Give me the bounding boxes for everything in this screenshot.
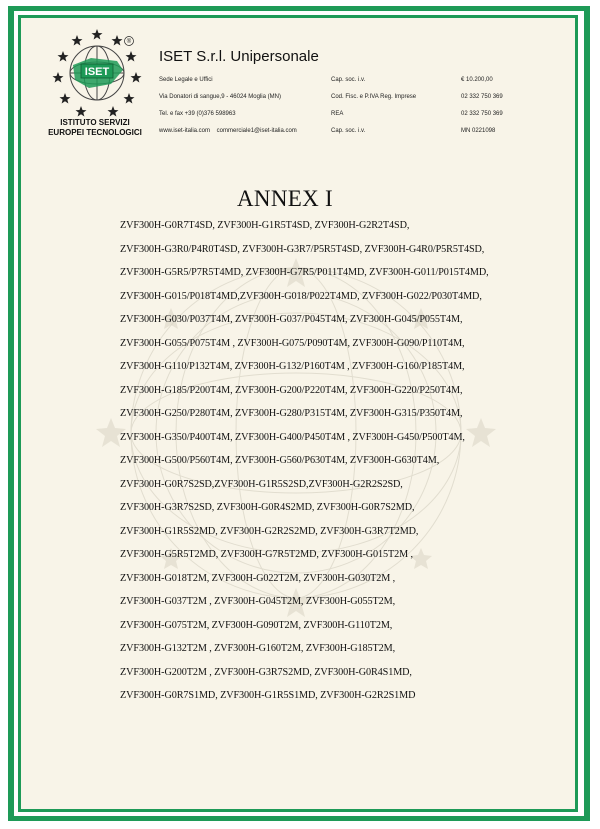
logo-caption bbox=[37, 118, 153, 137]
company-name: ISET S.r.l. Unipersonale bbox=[159, 48, 319, 65]
logo-caption-line: ISTITUTO SERVIZI bbox=[60, 118, 130, 127]
letterhead-phone: Tel. e fax +39 (0)376 598963 bbox=[159, 111, 236, 117]
letterhead-value-mn: MN 0221098 bbox=[461, 128, 496, 134]
model-line: ZVF300H-G055/P075T4M , ZVF300H-G075/P090T4M, ZVF300H-G090/P110T4M, bbox=[120, 337, 465, 349]
model-line: ZVF300H-G030/P037T4M, ZVF300H-G037/P045T4M, ZVF300H-G045/P055T4M, bbox=[120, 314, 463, 325]
letterhead-address: Via Donatori di sangue,9 - 46024 Moglia (MN) bbox=[159, 94, 281, 100]
model-line: ZVF300H-G350/P400T4M, ZVF300H-G400/P450T4M , ZVF300H-G450/P500T4M, bbox=[120, 431, 465, 443]
iset-logo bbox=[37, 26, 153, 150]
letterhead-value-rea: 02 332 750 369 bbox=[461, 111, 503, 117]
logo-caption-line: EUROPEI TECNOLOGICI bbox=[48, 127, 142, 137]
letterhead-label-capital: Cap. soc. i.v. bbox=[331, 77, 366, 83]
logo-wordmark: ISET bbox=[84, 66, 110, 78]
model-line: ZVF300H-G018T2M, ZVF300H-G022T2M, ZVF300H-G030T2M , bbox=[120, 572, 396, 584]
model-line: ZVF300H-G0R7T4SD, ZVF300H-G1R5T4SD, ZVF300H-G2R2T4SD, bbox=[120, 220, 410, 231]
model-line: ZVF300H-G500/P560T4M, ZVF300H-G560/P630T4M, ZVF300H-G630T4M, bbox=[120, 455, 440, 466]
model-line: ZVF300H-G5R5/P7R5T4MD, ZVF300H-G7R5/P011T4MD, ZVF300H-G011/P015T4MD, bbox=[120, 267, 489, 278]
letterhead-web-email: www.iset-italia.com commerciale1@iset-italia.com bbox=[159, 128, 297, 134]
model-line: ZVF300H-G3R7S2SD, ZVF300H-G0R4S2MD, ZVF300H-G0R7S2MD, bbox=[120, 502, 415, 513]
model-line: ZVF300H-G132T2M , ZVF300H-G160T2M, ZVF300H-G185T2M, bbox=[120, 643, 396, 654]
globe-stars-logo-icon bbox=[51, 26, 143, 118]
model-line: ZVF300H-G3R0/P4R0T4SD, ZVF300H-G3R7/P5R5T4SD, ZVF300H-G4R0/P5R5T4SD, bbox=[120, 243, 485, 255]
document-title-text: ANNEX I bbox=[237, 186, 333, 211]
letterhead-label-tax-code: Cod. Fisc. e P.IVA Reg. Imprese bbox=[331, 94, 417, 100]
letterhead-value-capital: € 10.200,00 bbox=[461, 77, 493, 83]
letterhead-label-rea: REA bbox=[331, 111, 344, 117]
letterhead-value-tax-code: 02 332 750 369 bbox=[461, 94, 503, 100]
model-line: ZVF300H-G0R7S1MD, ZVF300H-G1R5S1MD, ZVF300H-G2R2S1MD bbox=[120, 690, 416, 701]
model-line: ZVF300H-G1R5S2MD, ZVF300H-G2R2S2MD, ZVF300H-G3R7T2MD, bbox=[120, 525, 419, 537]
model-line: ZVF300H-G250/P280T4M, ZVF300H-G280/P315T4M, ZVF300H-G315/P350T4M, bbox=[120, 408, 463, 419]
letterhead-label-capital-2: Cap. soc. i.v. bbox=[331, 128, 366, 134]
letterhead-office-label: Sede Legale e Uffici bbox=[159, 77, 213, 83]
model-line: ZVF300H-G075T2M, ZVF300H-G090T2M, ZVF300H-G110T2M, bbox=[120, 619, 393, 631]
model-list bbox=[120, 214, 560, 708]
model-line: ZVF300H-G185/P200T4M, ZVF300H-G200/P220T4M, ZVF300H-G220/P250T4M, bbox=[120, 384, 463, 396]
document-page bbox=[21, 18, 575, 809]
document-title bbox=[21, 186, 575, 212]
model-line: ZVF300H-G0R7S2SD,ZVF300H-G1R5S2SD,ZVF300H-G2R2S2SD, bbox=[120, 478, 403, 490]
model-line: ZVF300H-G5R5T2MD, ZVF300H-G7R5T2MD, ZVF300H-G015T2M , bbox=[120, 549, 413, 560]
model-line: ZVF300H-G015/P018T4MD,ZVF300H-G018/P022T4MD, ZVF300H-G022/P030T4MD, bbox=[120, 290, 482, 302]
model-line: ZVF300H-G200T2M , ZVF300H-G3R7S2MD, ZVF300H-G0R4S1MD, bbox=[120, 666, 412, 678]
model-line: ZVF300H-G037T2M , ZVF300H-G045T2M, ZVF300H-G055T2M, bbox=[120, 596, 396, 607]
registered-mark: ® bbox=[126, 39, 132, 46]
model-line: ZVF300H-G110/P132T4M, ZVF300H-G132/P160T4M , ZVF300H-G160/P185T4M, bbox=[120, 361, 465, 372]
